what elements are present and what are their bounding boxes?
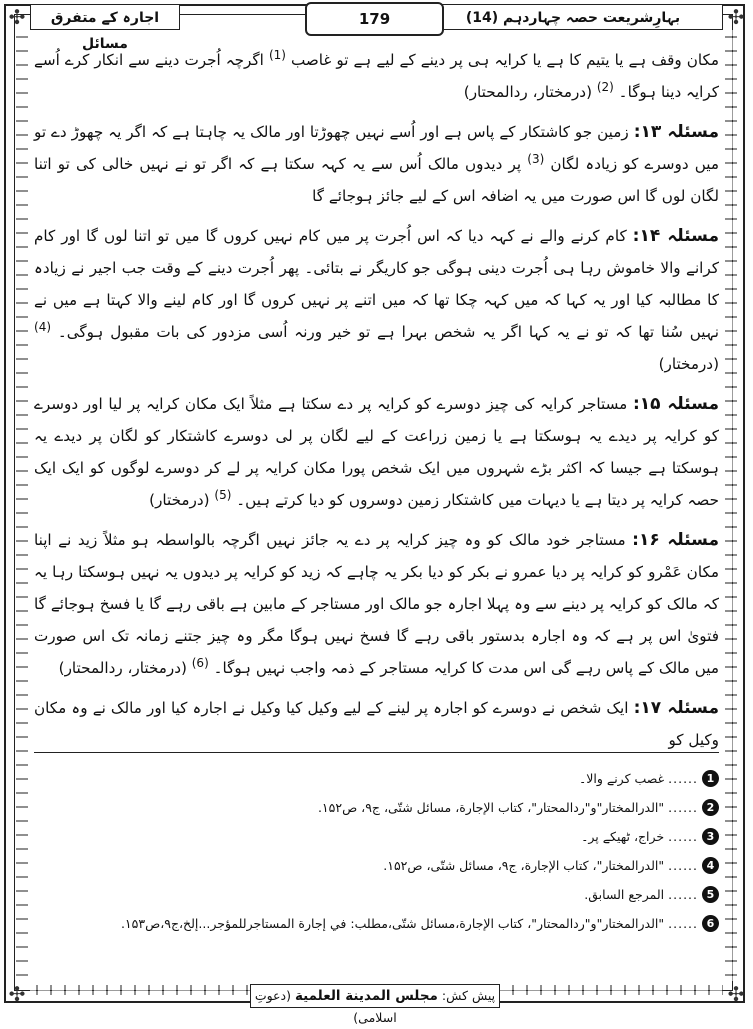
footnote-number-badge: 5 bbox=[702, 886, 719, 903]
footnote-ref[interactable]: (6) bbox=[191, 655, 209, 670]
page-number: 179 bbox=[305, 2, 444, 36]
footnote-text: "الدرالمختار"و"ردالمحتار"، كتاب الإجارة،مسائل شتّى،مطلب: في إجارة المستاجرللمؤجر...إلخ،ج۹،ص۱۵۳. bbox=[120, 916, 665, 931]
footnote-text: "الدرالمختار"، كتاب الإجارة، ج۹، مسائل شتّى، ص۱۵۲. bbox=[383, 858, 665, 873]
source-citation: (درمختار) bbox=[149, 491, 210, 509]
footnote-text: المرجع السابق. bbox=[584, 887, 665, 902]
footnote-item: 3 ...... خراج، ٹھیکے پر۔ bbox=[34, 822, 719, 851]
corner-ornament-icon: ✣ bbox=[8, 5, 26, 29]
source-citation: (درمختار، ردالمحتار) bbox=[58, 659, 187, 677]
footnote-ref[interactable]: (5) bbox=[214, 487, 232, 502]
footnotes bbox=[34, 764, 719, 938]
header-chapter-title: اجارہ کے متفرق مسائل bbox=[30, 4, 180, 30]
border-ornament-right bbox=[725, 30, 737, 981]
paragraph: مسئلہ ۱۶: مستاجر خود مالک کو وہ چیز کرایہ پر دے یہ جائز نہیں اگرچہ بالواسطہ ہو مثلاً زید نے اپنا مکان عَمْرو کو کرایہ پر دیا عمرو نے بکر کو دیا بکر یہ چاہے کہ زید کو کرایہ پر دیدوں یہ نہیں ہوسکتا رہا یہ کہ مالک کو کرایہ پر دینے سے وہ پہلا اجارہ جو مالک اور مستاجر کے مابین ہے باقی رہے گا یا فسخ ہوجائے گا فتویٰ اس پر ہے کہ وہ اجارہ بدستور باقی رہے گا فسخ نہیں ہوگا مگر وہ چیز جتنے زمانہ تک اس صورت میں مالک کے پاس رہے گی اس مدت کا کرایہ مستاجر کے ذمہ واجب نہیں ہوگا۔ $^{(6)}$ (درمختار، ردالمحتار) bbox=[34, 530, 719, 677]
footnote-item: 1 ...... غصب کرنے والا۔ bbox=[34, 764, 719, 793]
corner-ornament-icon: ✣ bbox=[727, 5, 745, 29]
footnote-divider bbox=[34, 752, 719, 753]
footer-org: مجلس المدينة العلمية bbox=[294, 988, 438, 1004]
footnote-text: خراج، ٹھیکے پر۔ bbox=[581, 829, 665, 844]
border-ornament-left bbox=[16, 30, 28, 981]
source-citation: (درمختار، ردالمحتار) bbox=[463, 83, 592, 101]
corner-ornament-icon: ✣ bbox=[727, 982, 745, 1006]
corner-ornament-icon: ✣ bbox=[8, 982, 26, 1006]
footnote-item: 6 ...... "الدرالمختار"و"ردالمحتار"، كتاب الإجارة،مسائل شتّى،مطلب: في إجارة المستاجرللمؤجر...إلخ،ج۹،ص۱۵۳. bbox=[34, 909, 719, 938]
source-citation: (درمختار) bbox=[658, 355, 719, 373]
footnote-number-badge: 6 bbox=[702, 915, 719, 932]
paragraph: مسئلہ ۱۵: مستاجر کرایہ کی چیز دوسرے کو کرایہ پر دے سکتا ہے مثلاً ایک مکان کرایہ پر لیا اور دوسرے کو کرایہ پر دیدے یہ ہوسکتا ہے یا زمین زراعت کے لیے لگان پر لی دوسرے کاشتکار کو لگان پر دیدے یہ ہوسکتا ہے جیسا کہ اکثر بڑے شہروں میں ایک شخص پورا مکان کرایہ پر لے کر دوسرے لوگوں کو ایک ایک حصہ کرایہ پر دیتا ہے یا دیہات میں کاشتکار زمین دوسروں کو دیا کرتے ہیں۔ $^{(5)}$ (درمختار) bbox=[34, 394, 720, 509]
masala-label: مسئلہ ۱۴: bbox=[632, 226, 719, 246]
paragraph: مسئلہ ۱۷: ایک شخص نے دوسرے کو اجارہ پر لینے کے لیے وکیل کیا وکیل نے اجارہ کیا اور مالک نے وہ مکان وکیل کو bbox=[34, 698, 719, 749]
footnote-ref[interactable]: (2) bbox=[596, 79, 614, 94]
paragraph: مسئلہ ۱۳: زمین جو کاشتکار کے پاس ہے اور اُسے نہیں چھوڑتا اور مالک یہ چاہتا ہے کہ اگر یہ چھوڑ دے تو میں دوسرے کو زیادہ لگان $^{(3)}$ پر دیدوں مالک اُس سے یہ کہہ سکتا ہے کہ اگر تو نے نہیں خالی کی تو اتنا لگان لوں گا اس صورت میں یہ اضافہ اس کے لیے جائز ہوجائے گا bbox=[34, 122, 719, 205]
footnote-item: 5 ...... المرجع السابق. bbox=[34, 880, 719, 909]
footer-suffix: (دعوتِ اسلامی) bbox=[254, 988, 397, 1025]
footnote-number-badge: 1 bbox=[702, 770, 719, 787]
masala-label: مسئلہ ۱۷: bbox=[633, 698, 719, 718]
masala-label: مسئلہ ۱۶: bbox=[632, 530, 719, 550]
masala-label: مسئلہ ۱۵: bbox=[632, 394, 720, 414]
footnote-text: "الدرالمختار"و"ردالمحتار"، كتاب الإجارة، مسائل شتّى، ج۹، ص۱۵۲. bbox=[317, 800, 665, 815]
footer-prefix: پیش کش: bbox=[441, 988, 496, 1003]
footnote-text: غصب کرنے والا۔ bbox=[578, 771, 665, 786]
masala-label: مسئلہ ۱۳: bbox=[633, 122, 719, 142]
footnote-number-badge: 3 bbox=[702, 828, 719, 845]
footnote-ref[interactable]: (4) bbox=[34, 319, 52, 334]
footnote-item: 2 ...... "الدرالمختار"و"ردالمحتار"، كتاب الإجارة، مسائل شتّى، ج۹، ص۱۵۲. bbox=[34, 793, 719, 822]
footnote-ref[interactable]: (1) bbox=[268, 47, 286, 62]
footnote-number-badge: 2 bbox=[702, 799, 719, 816]
footnote-number-badge: 4 bbox=[702, 857, 719, 874]
header-book-title: بہارِشریعت حصہ چہاردہم (14) bbox=[423, 4, 723, 30]
paragraph: مسئلہ ۱۴: کام کرنے والے نے کہہ دیا کہ اس اُجرت پر میں کام نہیں کروں گا میں تو اتنا لوں گا اور کام کرانے والا خاموش رہا ہی اُجرت دینی ہوگی جو کاریگر نے بتائی۔ پھر اُجرت دینے کے وقت جب اجیر نے زیادہ کا مطالبہ کیا اور یہ کہا کہ میں کہہ چکا تھا کہ میں اتنے پر نہیں کروں گا اور کام لینے والا کہتا ہے میں نے نہیں سُنا تھا کہ تو نے یہ کہا اگر یہ شخص بہرا ہے تو خیر ورنہ اُسی مزدور کی بات مقبول ہوگی۔ $^{(4)}$ (درمختار) bbox=[34, 226, 719, 373]
footnote-item: 4 ...... "الدرالمختار"، كتاب الإجارة، ج۹، مسائل شتّى، ص۱۵۲. bbox=[34, 851, 719, 880]
publisher-footer bbox=[250, 984, 500, 1025]
paragraph: مکان وقف ہے یا یتیم کا ہے یا کرایہ ہی پر دینے کے لیے ہے تو غاصب $^{(1)}$ اگرچہ اُجرت دینے سے انکار کرے اُسے کرایہ دینا ہوگا۔ $^{(2)}$ (درمختار، ردالمحتار) bbox=[34, 47, 720, 101]
footnote-ref[interactable]: (3) bbox=[527, 151, 545, 166]
main-text bbox=[34, 44, 719, 756]
